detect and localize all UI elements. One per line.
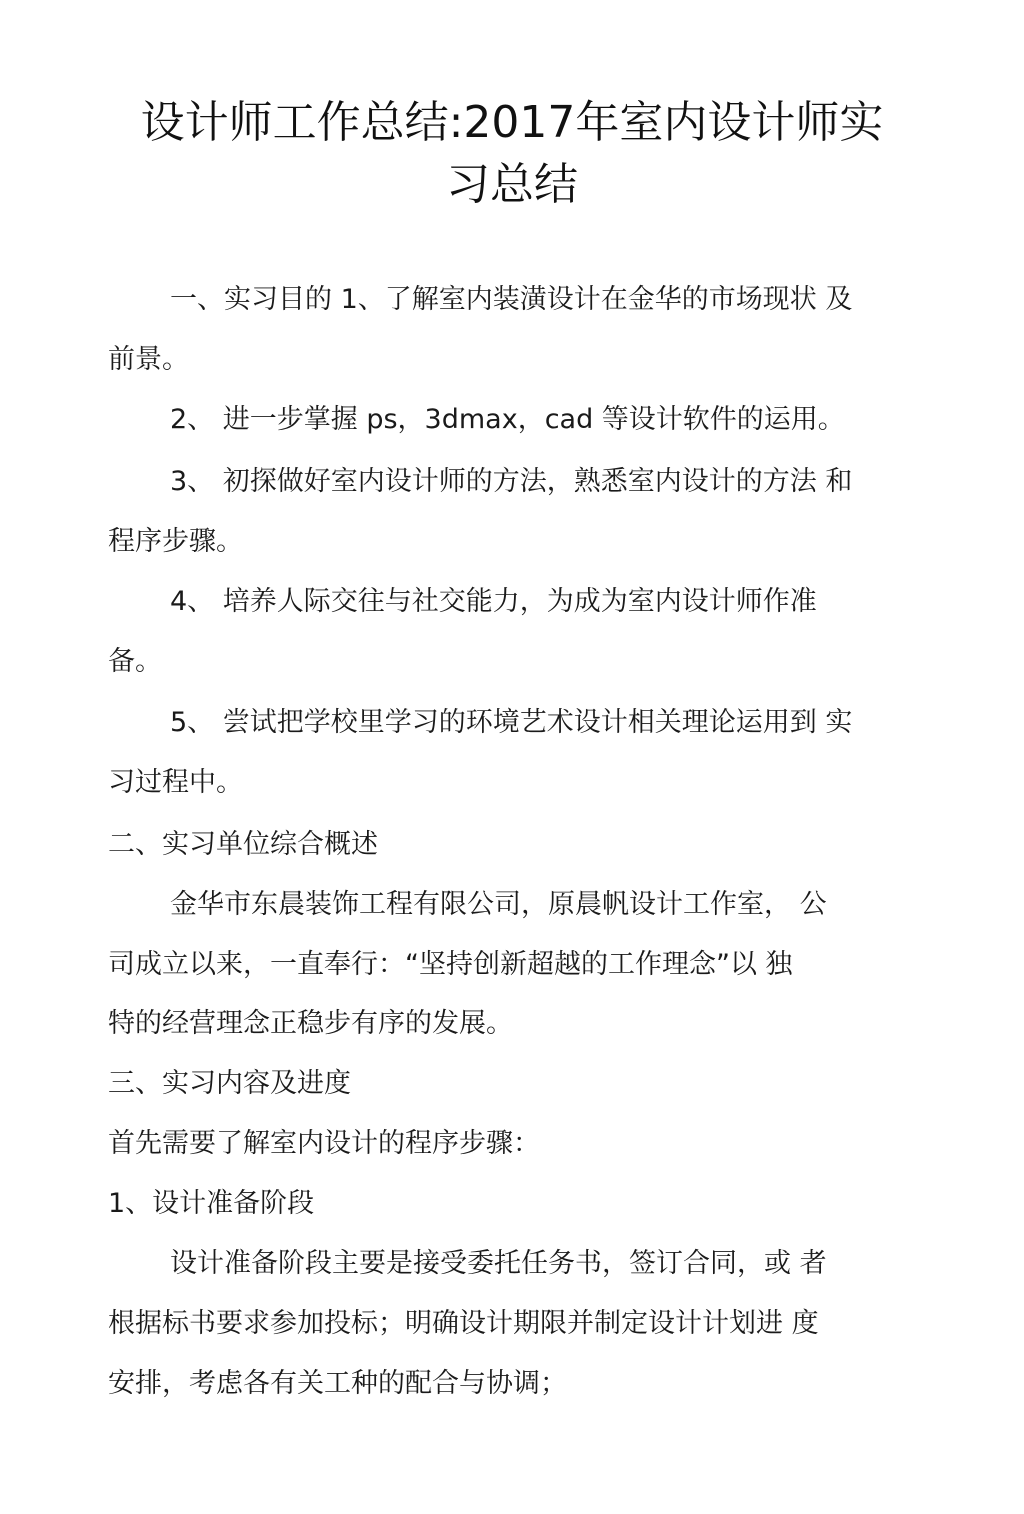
paragraph-line: 4、 培养人际交往与社交能力，为成为室内设计师作准	[170, 586, 817, 617]
paragraph-line: 习过程中。	[108, 767, 243, 798]
document-title	[90, 92, 934, 216]
section-heading: 三、实习内容及进度	[108, 1068, 351, 1099]
paragraph-line: 安排，考虑各有关工种的配合与协调；	[108, 1368, 567, 1399]
paragraph-line: 设计准备阶段主要是接受委托任务书，签订合同，或 者	[170, 1248, 827, 1279]
paragraph-line: 程序步骤。	[108, 526, 243, 557]
title-line-1: 设计师工作总结:2017年室内设计师实	[140, 97, 884, 148]
subsection-heading: 1、设计准备阶段	[108, 1188, 315, 1219]
paragraph-line: 根据标书要求参加投标；明确设计期限并制定设计计划进 度	[108, 1308, 819, 1339]
paragraph-line: 一、实习目的 1、了解室内装潢设计在金华的市场现状 及	[170, 284, 853, 315]
section-heading: 二、实习单位综合概述	[108, 829, 378, 860]
paragraph-line: 备。	[108, 646, 162, 677]
paragraph-line: 前景。	[108, 344, 189, 375]
paragraph-line: 司成立以来，一直奉行：“坚持创新超越的工作理念”以 独	[108, 949, 793, 980]
title-line-2: 习总结	[446, 159, 578, 210]
paragraph-line: 特的经营理念正稳步有序的发展。	[108, 1008, 513, 1039]
paragraph-line: 3、 初探做好室内设计师的方法，熟悉室内设计的方法 和	[170, 466, 853, 497]
paragraph-line: 2、 进一步掌握 ps，3dmax，cad 等设计软件的运用。	[170, 404, 845, 435]
paragraph-line: 金华市东晨装饰工程有限公司，原晨帆设计工作室， 公	[170, 889, 827, 920]
paragraph-line: 5、 尝试把学校里学习的环境艺术设计相关理论运用到 实	[170, 707, 853, 738]
paragraph-line: 首先需要了解室内设计的程序步骤：	[108, 1128, 540, 1159]
